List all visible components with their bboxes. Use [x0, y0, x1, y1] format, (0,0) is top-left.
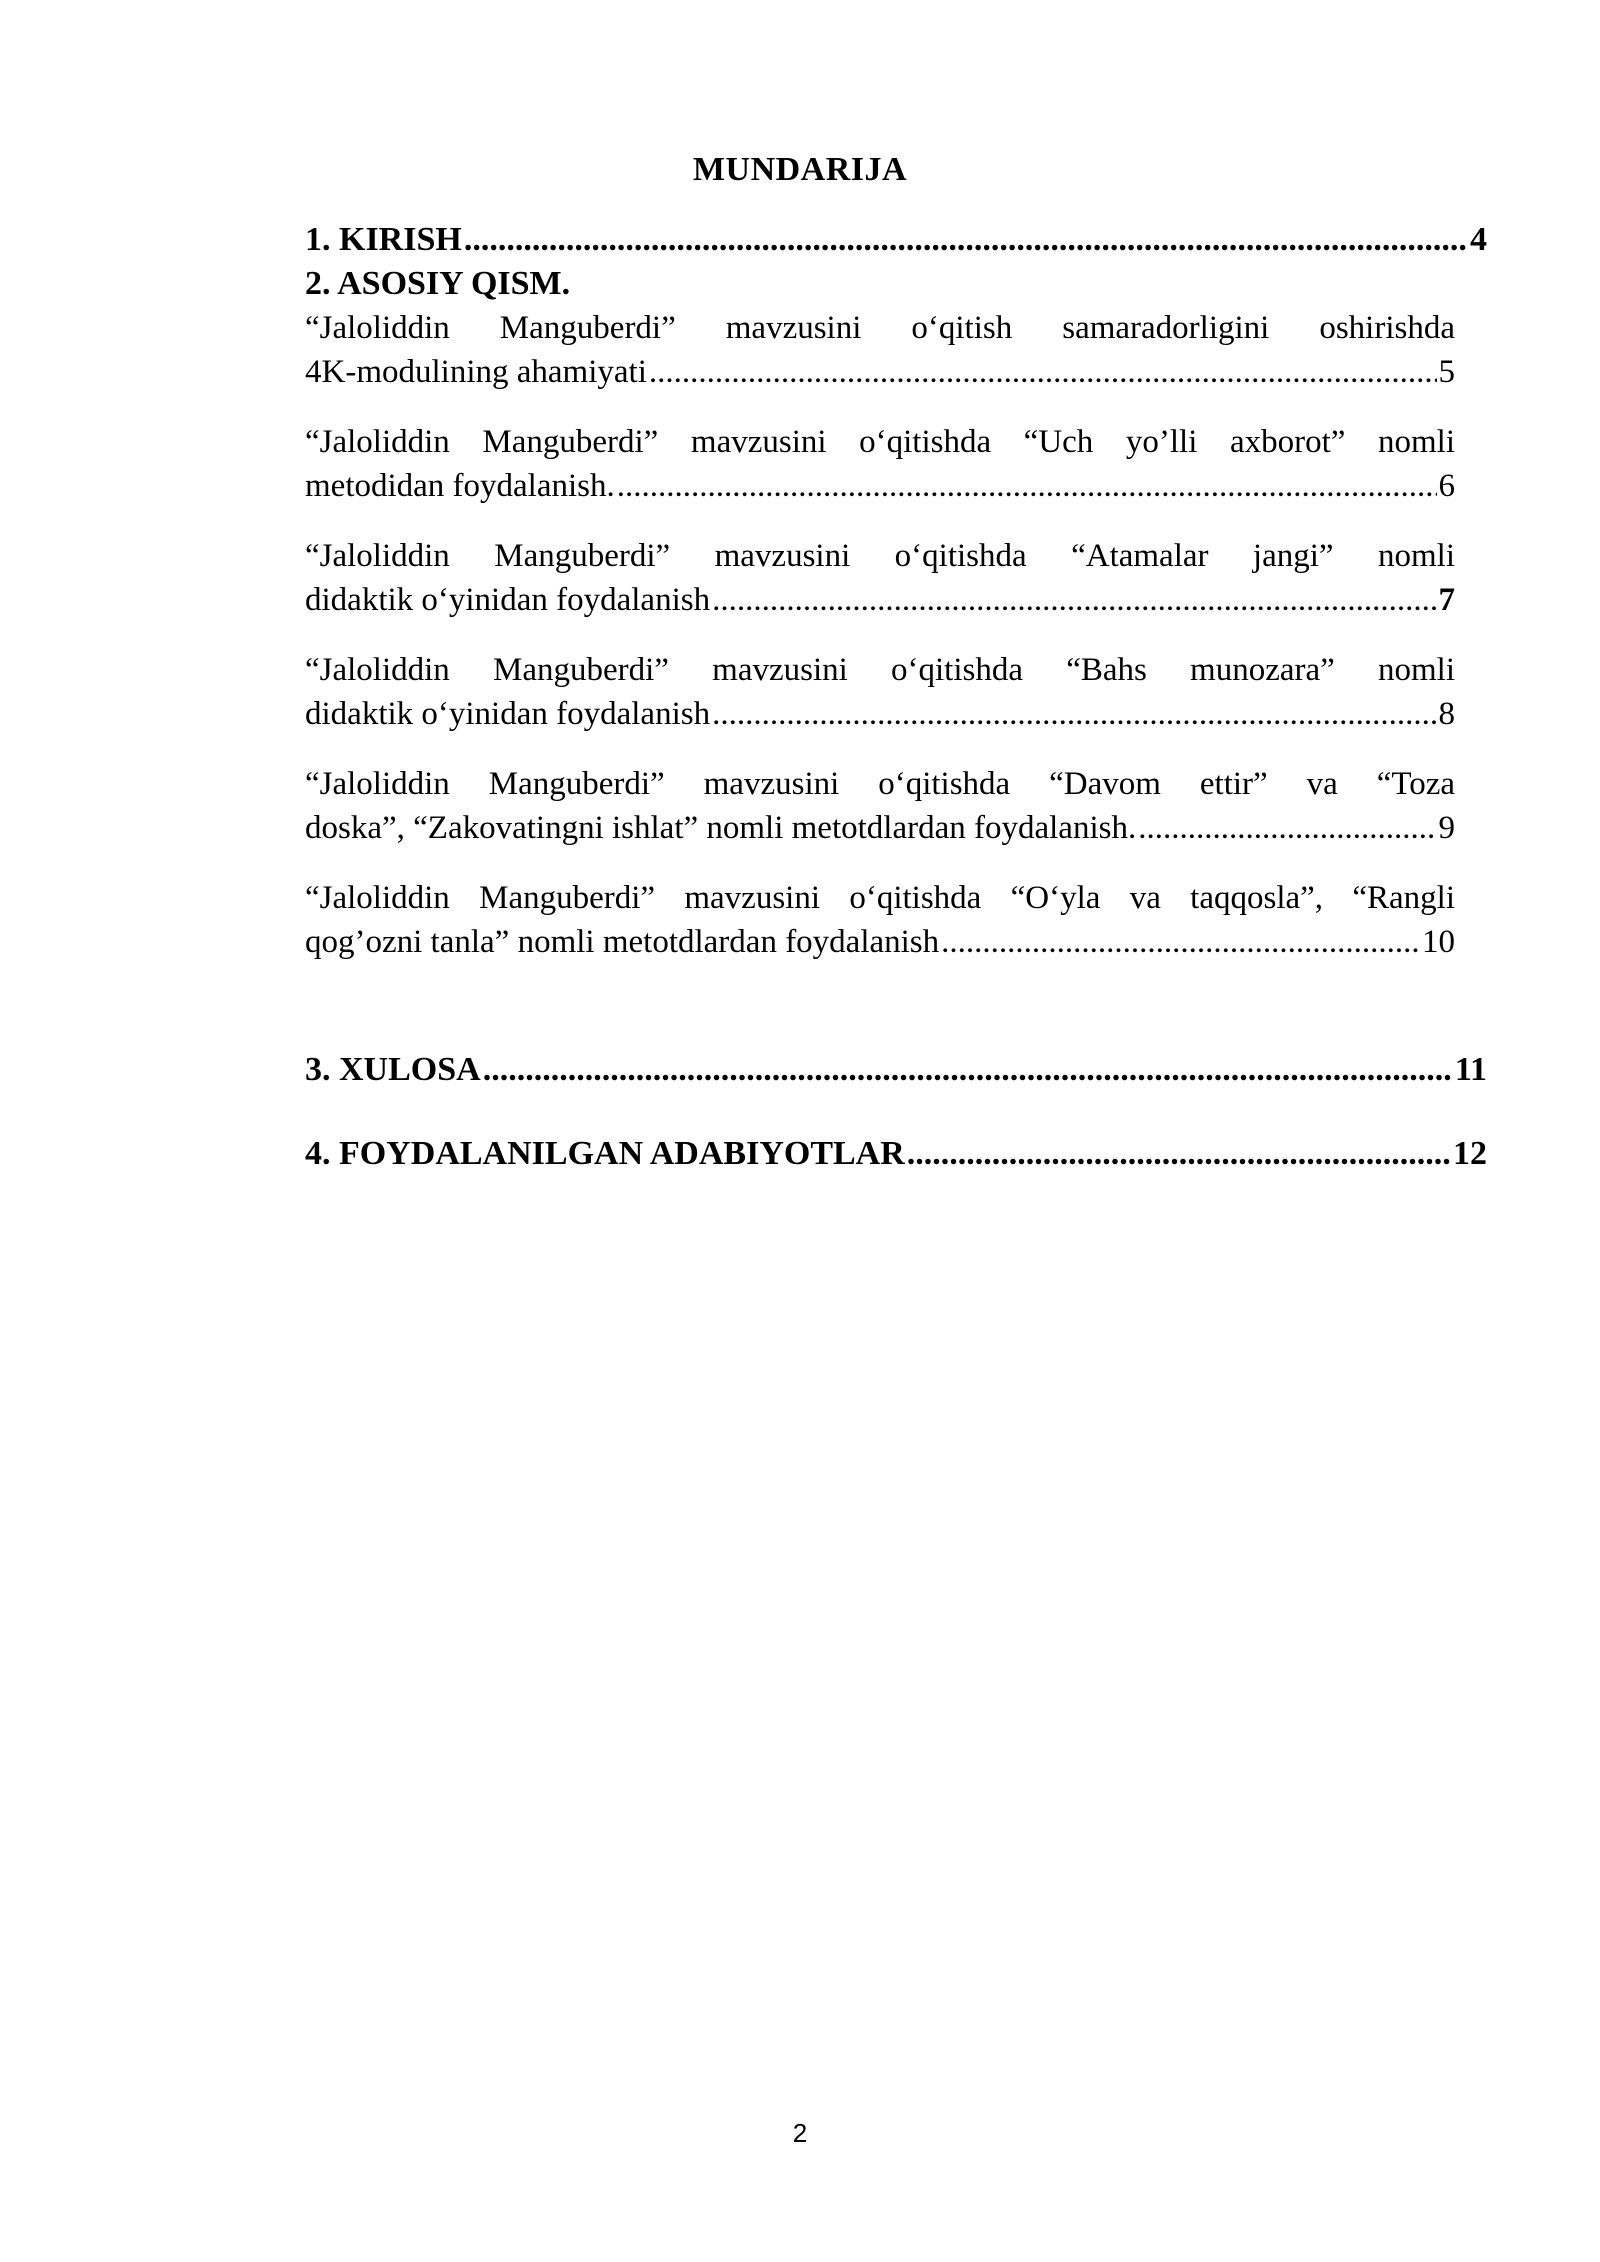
- dot-leader: [712, 692, 1436, 736]
- spacer: [305, 1092, 1487, 1132]
- toc-entry-page: 5: [1438, 354, 1455, 390]
- toc-entry-last-line: [305, 806, 1455, 850]
- toc-entry-line: “Jaloliddin Manguberdi” mavzusini o‘qitishda “Uch yo’lli axborot” nomli: [305, 424, 1455, 460]
- toc-entry-label: doska”, “Zakovatingni ishlat” nomli metotdlardan foydalanish.: [305, 810, 1137, 846]
- toc-entry-page: 7: [1438, 582, 1455, 618]
- toc-entry-line: “Jaloliddin Manguberdi” mavzusini o‘qitishda “Atamalar jangi” nomli: [305, 538, 1455, 574]
- toc-entry-xulosa[interactable]: [305, 1048, 1487, 1092]
- toc-entry-2[interactable]: [305, 420, 1487, 508]
- toc-entry-page: 12: [1453, 1135, 1487, 1172]
- toc-entry-page: 6: [1438, 468, 1455, 504]
- toc-entry-label: didaktik o‘yinidan foydalanish: [305, 582, 711, 618]
- toc-entry-label: 4K-modulining ahamiyati: [305, 354, 647, 390]
- toc-entry-page: 8: [1438, 696, 1455, 732]
- toc-entry-line: “Jaloliddin Manguberdi” mavzusini o‘qitishda “Davom ettir” va “Toza: [305, 766, 1455, 802]
- toc-entry-page: 9: [1438, 810, 1455, 846]
- dot-leader: [941, 920, 1420, 964]
- toc-entry-kirish[interactable]: [305, 218, 1487, 262]
- toc-entry-adabiyotlar[interactable]: [305, 1132, 1487, 1176]
- toc-entry-page: 10: [1422, 924, 1455, 960]
- toc-entry-line: “Jaloliddin Manguberdi” mavzusini o‘qitishda “Bahs munozara” nomli: [305, 652, 1455, 688]
- toc-entry-last-line: [305, 692, 1455, 736]
- toc-entry-page: 11: [1454, 1051, 1487, 1088]
- toc-entry-label: 1. KIRISH: [305, 221, 462, 258]
- toc-closing-sections: [305, 1048, 1487, 1176]
- toc-entry-last-line: [305, 578, 1455, 622]
- toc-entry-1[interactable]: [305, 306, 1487, 394]
- page-number: 2: [792, 2118, 808, 2148]
- toc-entry-4[interactable]: [305, 648, 1487, 736]
- toc-entry-label: 3. XULOSA: [305, 1051, 481, 1088]
- toc-entry-label: metodidan foydalanish.: [305, 468, 615, 504]
- toc-entry-last-line: [305, 920, 1455, 964]
- toc-entry-last-line: [305, 350, 1455, 394]
- toc-entry-label: 4. FOYDALANILGAN ADABIYOTLAR: [305, 1135, 905, 1172]
- toc-entry-line: “Jaloliddin Manguberdi” mavzusini o‘qitish samaradorligini oshirishda: [305, 310, 1455, 346]
- dot-leader: [1138, 806, 1436, 850]
- toc-title: MUNDARIJA: [692, 151, 908, 188]
- toc-entry-label: qog’ozni tanla” nomli metotdlardan foydalanish: [305, 924, 940, 960]
- dot-leader: [649, 350, 1437, 394]
- toc-section-asosiy: 2. ASOSIY QISM.: [305, 265, 571, 302]
- dot-leader: [712, 578, 1436, 622]
- toc-entry-5[interactable]: [305, 762, 1487, 850]
- table-of-contents: [305, 218, 1487, 1176]
- dot-leader: [617, 464, 1437, 508]
- toc-entry-page: 4: [1470, 221, 1487, 258]
- toc-entry-label: didaktik o‘yinidan foydalanish: [305, 696, 711, 732]
- dot-leader: [464, 218, 1468, 262]
- toc-entry-3[interactable]: [305, 534, 1487, 622]
- dot-leader: [907, 1132, 1451, 1176]
- toc-entry-6[interactable]: [305, 876, 1487, 964]
- toc-entry-last-line: [305, 464, 1455, 508]
- toc-entry-line: “Jaloliddin Manguberdi” mavzusini o‘qitishda “O‘yla va taqqosla”, “Rangli: [305, 880, 1455, 916]
- dot-leader: [483, 1048, 1453, 1092]
